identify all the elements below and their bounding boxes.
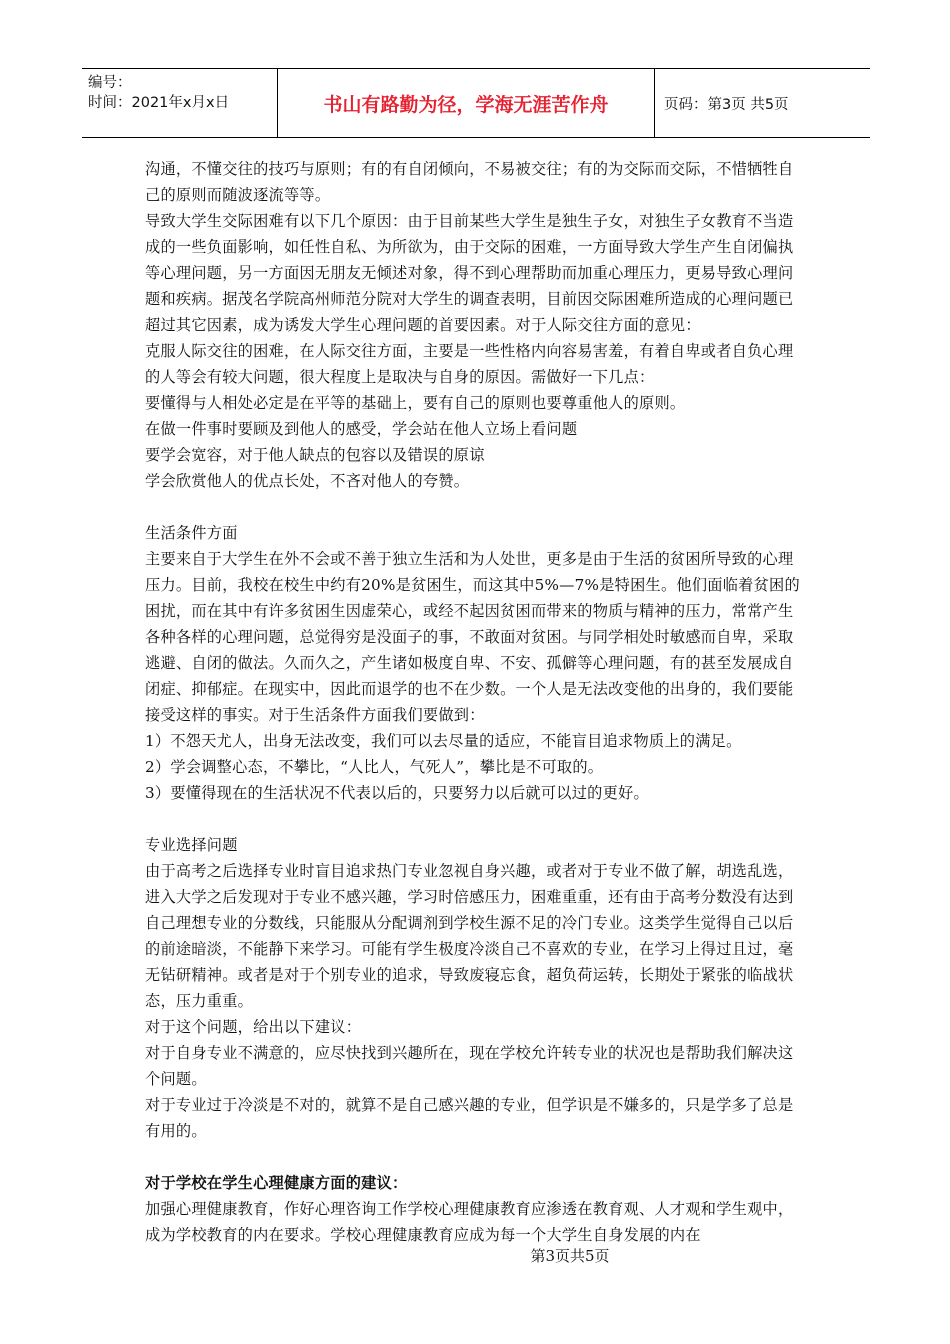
list-item: 1）不怨天尤人，出身无法改变，我们可以去尽量的适应，不能盲目追求物质上的满足。 xyxy=(145,732,742,750)
paragraph: 学会欣赏他人的优点长处，不吝对他人的夸赞。 xyxy=(145,472,470,490)
paragraph: 对于自身专业不满意的，应尽快找到兴趣所在，现在学校允许转专业的状况也是帮助我们解决这个问题。 xyxy=(145,1044,794,1088)
date-label: 时间：2021年x月x日 xyxy=(88,95,230,111)
page-footer: 第3页共5页 xyxy=(530,1247,610,1265)
paragraph: 沟通，不懂交往的技巧与原则；有的有自闭倾向，不易被交往；有的为交际而交际，不惜牺牲自己的原则而随波逐流等等。 xyxy=(145,160,794,204)
paragraph: 克服人际交往的困难，在人际交往方面，主要是一些性格内向容易害羞，有着自卑或者自负心理的人等会有较大问题，很大程度上是取决与自身的原因。需做好一下几点： xyxy=(145,342,794,386)
paragraph: 主要来自于大学生在外不会或不善于独立生活和为人处世，更多是由于生活的贫困所导致的心理压力。目前，我校在校生中约有20%是贫困生，而这其中5%—7%是特困生。他们面临着贫困的困扰，而在其中有许多贫困生因虚荣心，或经不起因贫困而带来的物质与精神的压力，常常产生各种各样的心理问题，总觉得穷是没面子的事，不敢面对贫困。与同学相处时敏感而自卑，采取逃避、自闭的做法。久而久之，产生诸如极度自卑、不安、孤僻等心理问题，有的甚至发展成自闭症、抑郁症。在现实中，因此而退学的也不在少数。一个人是无法改变他的出身的，我们要能接受这样的事实。对于生活条件方面我们要做到： xyxy=(145,550,800,724)
paragraph: 对于这个问题，给出以下建议： xyxy=(145,1018,362,1036)
blank-line xyxy=(145,806,805,832)
list-item: 3）要懂得现在的生活状况不代表以后的，只要努力以后就可以过的更好。 xyxy=(145,784,649,802)
document-body xyxy=(145,156,805,1248)
header-motto: 书山有路勤为径，学海无涯苦作舟 xyxy=(323,93,609,116)
paragraph: 加强心理健康教育，作好心理咨询工作学校心理健康教育应渗透在教育观、人才观和学生观中，成为学校教育的内在要求。学校心理健康教育应成为每一个大学生自身发展的内在 xyxy=(145,1200,794,1244)
serial-label: 编号： xyxy=(88,75,132,91)
header-page-info: 页码：第3页 共5页 xyxy=(664,96,789,113)
header-meta xyxy=(88,73,274,113)
paragraph: 在做一件事时要顾及到他人的感受，学会站在他人立场上看问题 xyxy=(145,420,578,438)
paragraph: 要学会宽容，对于他人缺点的包容以及错误的原谅 xyxy=(145,446,485,464)
paragraph: 要懂得与人相处必定是在平等的基础上，要有自己的原则也要尊重他人的原则。 xyxy=(145,394,686,412)
section-heading-bold: 对于学校在学生心理健康方面的建议： xyxy=(145,1174,408,1192)
section-heading: 生活条件方面 xyxy=(145,524,238,542)
list-item: 2）学会调整心态，不攀比，“人比人，气死人”，攀比是不可取的。 xyxy=(145,758,604,776)
section-heading: 专业选择问题 xyxy=(145,836,238,854)
blank-line xyxy=(145,494,805,520)
blank-line xyxy=(145,1144,805,1170)
page-header xyxy=(82,68,870,138)
paragraph: 由于高考之后选择专业时盲目追求热门专业忽视自身兴趣，或者对于专业不做了解，胡选乱选，进入大学之后发现对于专业不感兴趣，学习时倍感压力，困难重重，还有由于高考分数没有达到自己理想专业的分数线，只能服从分配调剂到学校生源不足的冷门专业。这类学生觉得自己以后的前途暗淡，不能静下来学习。可能有学生极度冷淡自己不喜欢的专业，在学习上得过且过，毫无钻研精神。或者是对于个别专业的追求，导致废寝忘食，超负荷运转，长期处于紧张的临战状态，压力重重。 xyxy=(145,862,794,1010)
header-divider xyxy=(654,69,655,137)
paragraph: 导致大学生交际困难有以下几个原因：由于目前某些大学生是独生子女，对独生子女教育不当造成的一些负面影响，如任性自私、为所欲为，由于交际的困难，一方面导致大学生产生自闭偏执等心理问题，另一方面因无朋友无倾述对象，得不到心理帮助而加重心理压力，更易导致心理问题和疾病。据茂名学院高州师范分院对大学生的调查表明，目前因交际困难所造成的心理问题已超过其它因素，成为诱发大学生心理问题的首要因素。对于人际交往方面的意见： xyxy=(145,212,794,334)
paragraph: 对于专业过于冷淡是不对的，就算不是自己感兴趣的专业，但学识是不嫌多的，只是学多了总是有用的。 xyxy=(145,1096,794,1140)
